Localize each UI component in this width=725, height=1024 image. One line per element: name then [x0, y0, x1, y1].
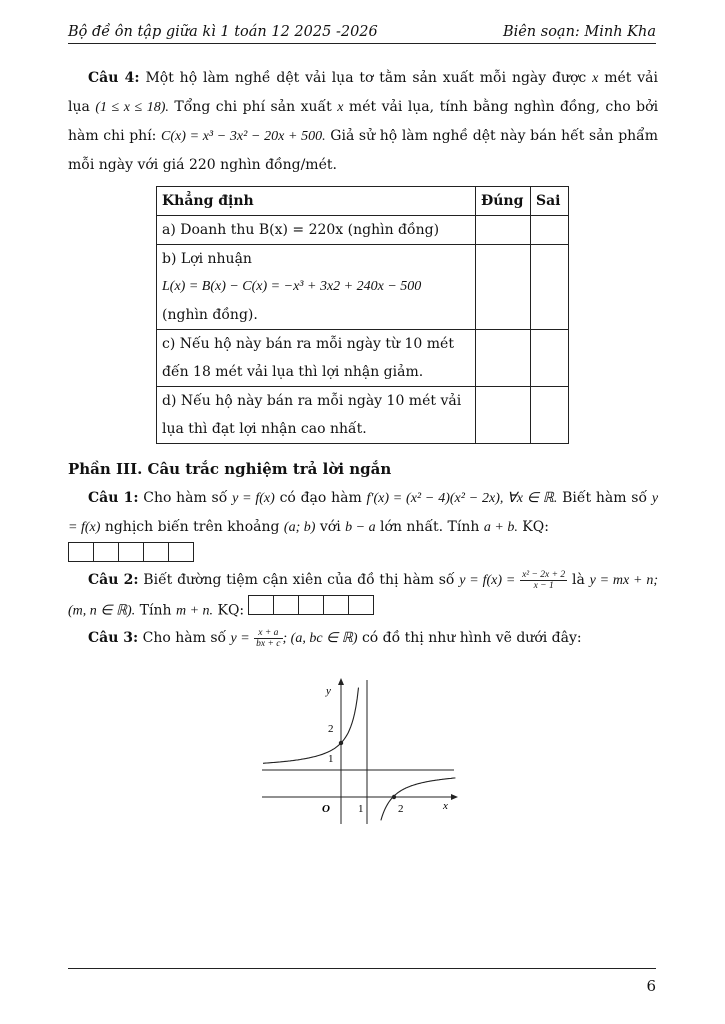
point-y-intercept	[339, 741, 343, 745]
statement-d: d) Nếu hộ này bán ra mỗi ngày 10 mét vải	[162, 393, 462, 409]
short-question-2	[68, 566, 658, 626]
c2-text-3: Tính	[139, 602, 172, 619]
origin-label: O	[322, 803, 330, 815]
false-cell[interactable]	[531, 216, 569, 245]
header-title: Bộ đề ôn tập giữa kì 1 toán 12 2025 -2026	[68, 24, 378, 40]
q4-text-4: mét vải lụa, tính bằng nghìn đồng, cho bởi hàm chi phí:	[68, 99, 659, 144]
cost-function: C(x) = x³ − 3x² − 20x + 500.	[161, 129, 326, 144]
c1-text-2: có đạo hàm	[279, 490, 362, 506]
c2-kq: KQ:	[217, 602, 245, 619]
c2-fraction	[520, 570, 567, 591]
false-cell[interactable]	[531, 245, 569, 330]
true-cell[interactable]	[476, 216, 531, 245]
c3-den: bx + c	[256, 638, 281, 649]
tick-x-2: 2	[398, 803, 404, 815]
c2-text: Biết đường tiệm cận xiên của đồ thị hàm số	[143, 572, 455, 588]
c1-interval: (a; b)	[283, 520, 316, 535]
y-axis-label: y	[326, 685, 331, 697]
q4-text-2: mét vải lụa	[68, 70, 658, 115]
statement-d-cont: lụa thì đạt lợi nhận cao nhất.	[162, 421, 367, 437]
true-cell[interactable]	[476, 387, 531, 444]
q4-range: (1 ≤ x ≤ 18).	[95, 100, 169, 115]
header-author: Biên soạn: Minh Kha	[502, 24, 656, 40]
header-true: Đúng	[476, 187, 531, 216]
statement-b-formula: L(x) = B(x) − C(x) = −x³ + 3x2 + 240x − 500	[162, 279, 422, 294]
c3-cond: ; (a, bc ∈ ℝ)	[282, 631, 358, 646]
tick-y-2: 2	[328, 723, 334, 735]
table-row	[157, 216, 569, 245]
q4-text: Một hộ làm nghề dệt vải lụa tơ tằm sản xuất mỗi ngày được	[145, 70, 587, 86]
header-statement: Khẳng định	[157, 187, 476, 216]
page-footer	[68, 968, 656, 995]
c1-label: Câu 1:	[88, 490, 139, 506]
c3-label: Câu 3:	[88, 630, 139, 646]
statement-a: a) Doanh thu B(x) = 220x (nghìn đồng)	[162, 222, 440, 238]
x-axis-arrow	[451, 794, 458, 800]
short-question-3	[68, 624, 658, 653]
true-cell[interactable]	[476, 330, 531, 387]
table-header-row	[157, 187, 569, 216]
c1-derivative: f′(x) = (x² − 4)(x² − 2x), ∀x ∈ ℝ.	[366, 491, 558, 506]
point-x-intercept	[392, 795, 396, 799]
c1-sum: a + b.	[483, 520, 518, 535]
c1-kq: KQ:	[522, 519, 549, 535]
var-x: x	[592, 71, 599, 86]
table-row	[157, 330, 569, 387]
table-row	[157, 245, 569, 330]
table-row	[157, 387, 569, 444]
c3-num: x + a	[254, 628, 282, 639]
statement-b-unit: (nghìn đồng).	[162, 307, 258, 323]
false-cell[interactable]	[531, 387, 569, 444]
curve-left-branch	[263, 688, 359, 764]
question-4-label: Câu 4:	[88, 70, 140, 86]
c3-fraction	[254, 628, 282, 649]
c1-diff: b − a	[345, 520, 376, 535]
c2-label: Câu 2:	[88, 572, 139, 588]
answer-boxes-2[interactable]	[249, 595, 374, 626]
false-cell[interactable]	[531, 330, 569, 387]
c2-line: y = mx + n; (m, n ∈ ℝ).	[68, 573, 658, 619]
statement-c: c) Nếu hộ này bán ra mỗi ngày từ 10 mét	[162, 336, 454, 352]
c1-text-5: với	[319, 519, 341, 535]
c2-num: x² − 2x + 2	[522, 569, 566, 580]
c3-text: Cho hàm số	[142, 630, 227, 646]
function-graph	[258, 676, 468, 826]
part-3-title: Phần III. Câu trắc nghiệm trả lời ngắn	[68, 460, 392, 478]
x-axis-label: x	[443, 800, 448, 812]
true-cell[interactable]	[476, 245, 531, 330]
c2-den: x − 1	[533, 580, 554, 591]
short-question-1	[68, 484, 658, 573]
q4-text-3: Tổng chi phí sản xuất	[174, 99, 332, 115]
q4-text-5: Giả sử hộ làm nghề dệt này bán hết sản phẩm mỗi ngày với giá 220 nghìn đồng/mét.	[68, 128, 659, 173]
statement-table	[156, 186, 569, 444]
c1-text-6: lớn nhất. Tính	[380, 519, 480, 535]
page-number: 6	[646, 977, 656, 995]
c3-y: y =	[230, 631, 250, 646]
c1-text-3: Biết hàm số	[562, 490, 648, 506]
c1-fx: y = f(x)	[68, 491, 659, 535]
c2-sum: m + n.	[175, 603, 214, 619]
c1-text: Cho hàm số	[143, 490, 228, 506]
var-x: x	[337, 100, 344, 115]
statement-b: b) Lợi nhuận	[162, 251, 252, 267]
question-4	[68, 64, 658, 180]
statement-c-cont: đến 18 mét vải lụa thì lợi nhận giảm.	[162, 364, 424, 380]
y-axis-arrow	[338, 678, 344, 685]
tick-y-1: 1	[328, 753, 334, 765]
page-header	[68, 22, 656, 44]
c2-fx: y = f(x) =	[459, 573, 516, 588]
c1-fx: y = f(x)	[232, 491, 275, 506]
tick-x-1: 1	[358, 803, 364, 815]
c3-text-2: có đồ thị như hình vẽ dưới đây:	[361, 630, 582, 646]
header-false: Sai	[531, 187, 569, 216]
c1-text-4: nghịch biến trên khoảng	[104, 519, 280, 535]
c2-text-2: là	[571, 572, 585, 588]
